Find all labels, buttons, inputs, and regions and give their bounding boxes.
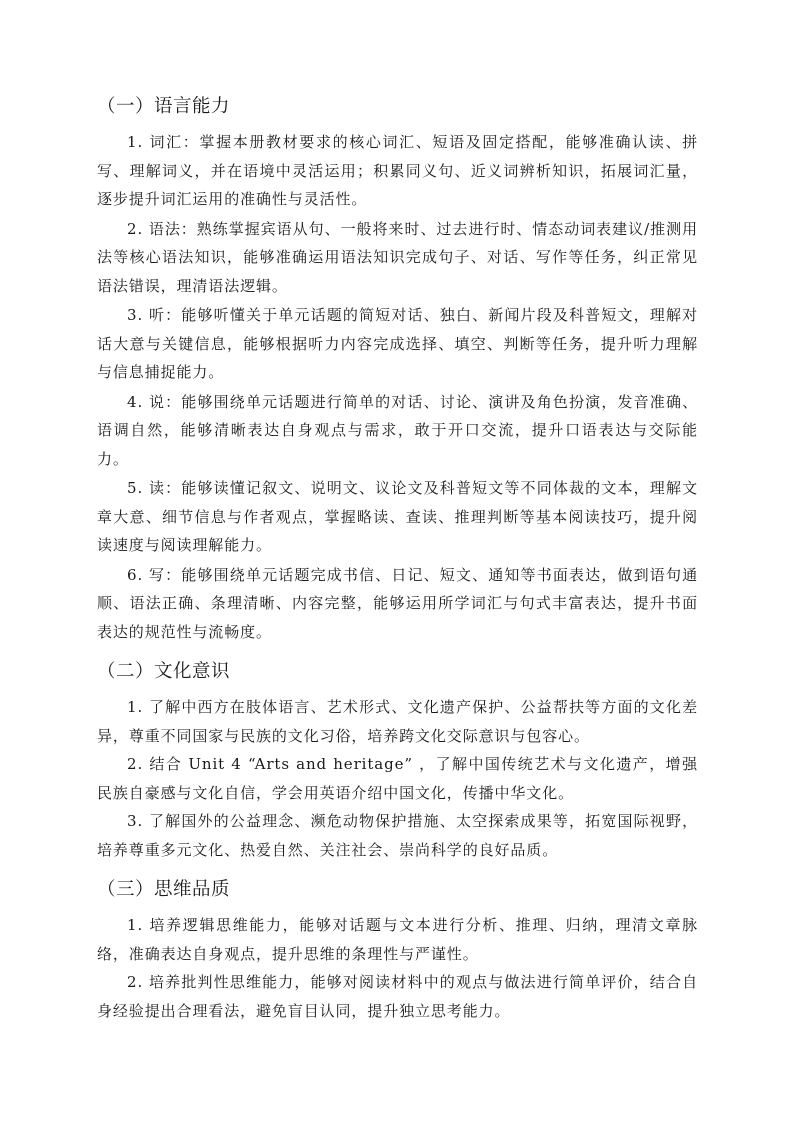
- paragraph-thinking-2: 2. 培养批判性思维能力，能够对阅读材料中的观点与做法进行简单评价，结合自身经验提出合理看法，避免盲目认同，提升独立思考能力。: [97, 973, 698, 1020]
- paragraph-speaking: 4. 说：能够围绕单元话题进行简单的对话、讨论、演讲及角色扮演，发音准确、语调自然，能够清晰表达自身观点与需求，敢于开口交流，提升口语表达与交际能力。: [97, 392, 698, 468]
- section-heading: （一）语言能力: [97, 96, 231, 117]
- paragraph-writing: 6. 写：能够围绕单元话题完成书信、日记、短文、通知等书面表达，做到语句通顺、语法正确、条理清晰、内容完整，能够运用所学词汇与句式丰富表达，提升书面表达的规范性与流畅度。: [97, 565, 698, 641]
- section-heading: （三）思维品质: [97, 879, 231, 900]
- section-cultural-awareness: [97, 657, 698, 864]
- paragraph-thinking-1: 1. 培养逻辑思维能力，能够对话题与文本进行分析、推理、归纳，理清文章脉络，准确表达自身观点，提升思维的条理性与严谨性。: [97, 916, 698, 963]
- paragraph-culture-1: 1. 了解中西方在肢体语言、艺术形式、文化遗产保护、公益帮扶等方面的文化差异，尊重不同国家与民族的文化习俗，培养跨文化交际意识与包容心。: [97, 698, 698, 745]
- section-thinking-quality: [97, 875, 698, 1025]
- paragraph-culture-2: 2. 结合 Unit 4 “Arts and heritage” ，了解中国传统艺术与文化遗产，增强民族自豪感与文化自信，学会用英语介绍中国文化，传播中华文化。: [97, 755, 698, 802]
- section-heading: （二）文化意识: [97, 661, 231, 682]
- paragraph-culture-3: 3. 了解国外的公益理念、濒危动物保护措施、太空探索成果等，拓宽国际视野，培养尊重多元文化、热爱自然、关注社会、崇尚科学的良好品质。: [97, 812, 698, 859]
- paragraph-reading: 5. 读：能够读懂记叙文、说明文、议论文及科普短文等不同体裁的文本，理解文章大意、细节信息与作者观点，掌握略读、查读、推理判断等基本阅读技巧，提升阅读速度与阅读理解能力。: [97, 479, 698, 554]
- paragraph-grammar: 2. 语法：熟练掌握宾语从句、一般将来时、过去进行时、情态动词表建议/推测用法等核心语法知识，能够准确运用语法知识完成句子、对话、写作等任务，纠正常见语法错误，理清语法逻辑。: [97, 219, 698, 295]
- paragraph-listening: 3. 听：能够听懂关于单元话题的简短对话、独白、新闻片段及科普短文，理解对话大意与关键信息，能够根据听力内容完成选择、填空、判断等任务，提升听力理解与信息捕捉能力。: [97, 306, 698, 381]
- paragraph-vocabulary: 1. 词汇：掌握本册教材要求的核心词汇、短语及固定搭配，能够准确认读、拼写、理解词义，并在语境中灵活运用；积累同义句、近义词辨析知识，拓展词汇量，逐步提升词汇运用的准确性与灵活性。: [97, 133, 698, 208]
- document-page: [97, 92, 698, 1025]
- section-language-ability: [97, 92, 698, 646]
